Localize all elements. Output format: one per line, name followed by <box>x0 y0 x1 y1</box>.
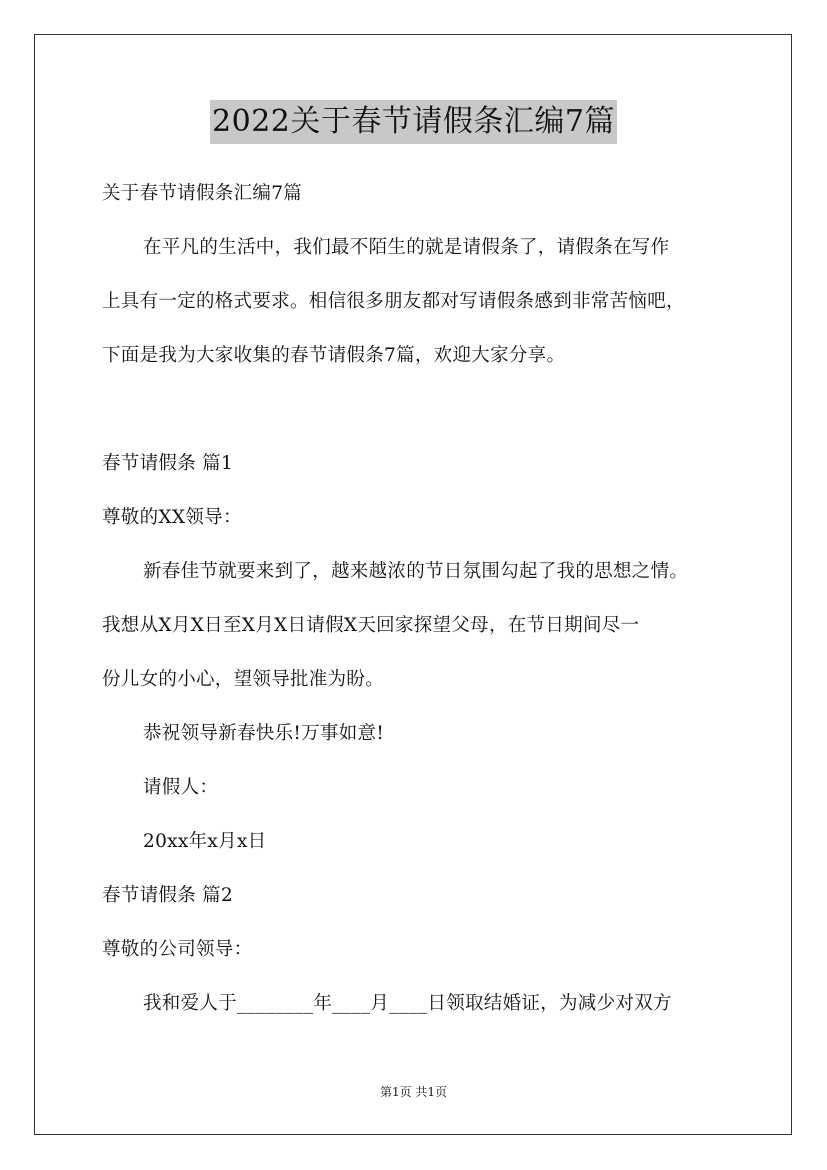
intro-line-1: 在平凡的生活中，我们最不陌生的就是请假条了，请假条在写作 <box>143 237 670 258</box>
section2-salutation: 尊敬的公司领导： <box>102 939 253 960</box>
title-container <box>0 100 827 144</box>
section1-body-line-2: 我想从X月X日至X月X日请假X天回家探望父母，在节日期间尽一 <box>102 615 640 636</box>
intro-line-3: 下面是我为大家收集的春节请假条7篇，欢迎大家分享。 <box>102 345 566 366</box>
document-subtitle: 关于春节请假条汇编7篇 <box>102 183 303 204</box>
section1-heading: 春节请假条 篇1 <box>102 453 234 474</box>
section2-heading: 春节请假条 篇2 <box>102 885 234 906</box>
page-footer: 第1页 共1页 <box>379 1085 448 1099</box>
document-title: 2022关于春节请假条汇编7篇 <box>210 100 617 144</box>
section1-date: 20xx年x月x日 <box>143 831 267 852</box>
section1-body-line-3: 份儿女的小心，望领导批准为盼。 <box>102 669 385 690</box>
section1-wish: 恭祝领导新春快乐!万事如意! <box>143 723 385 744</box>
intro-line-2: 上具有一定的格式要求。相信很多朋友都对写请假条感到非常苦恼吧， <box>102 291 685 312</box>
section1-body-line-1: 新春佳节就要来到了，越来越浓的节日氛围勾起了我的思想之情。 <box>143 561 689 582</box>
section1-applicant: 请假人： <box>143 777 219 798</box>
section2-body-line-1: 我和爱人于________年____月____日领取结婚证，为减少对双方 <box>143 993 672 1014</box>
section1-salutation: 尊敬的XX领导： <box>102 507 242 528</box>
